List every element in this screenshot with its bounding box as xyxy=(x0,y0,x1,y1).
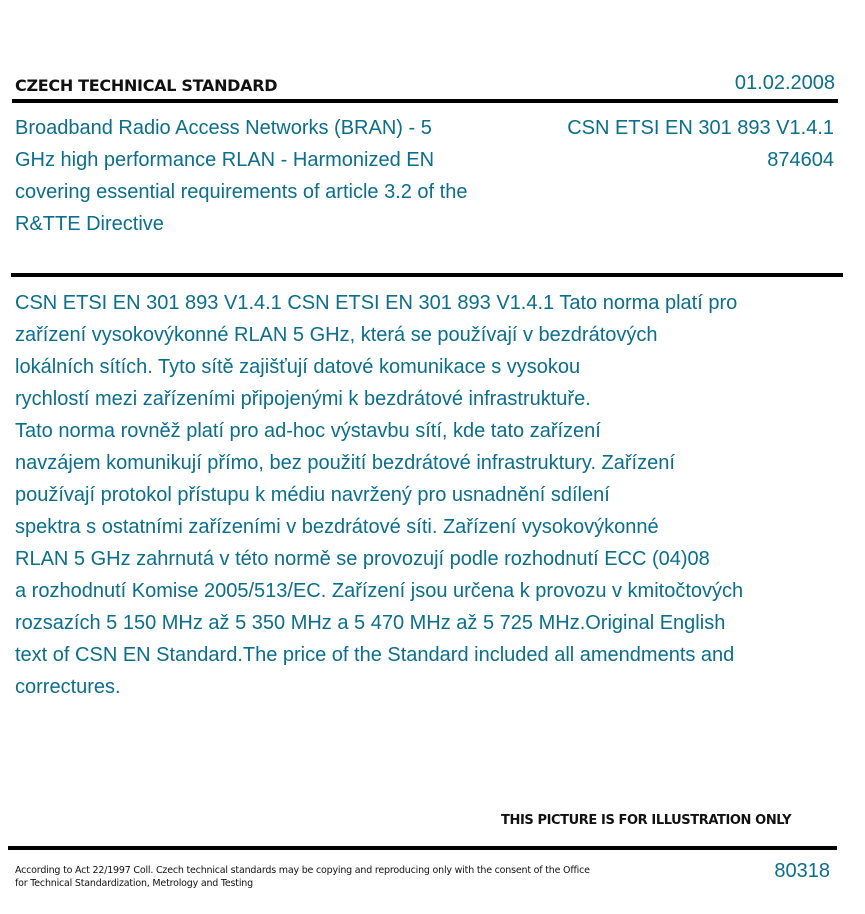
publication-date: 01.02.2008 xyxy=(734,72,835,94)
illustration-notice: THIS PICTURE IS FOR ILLUSTRATION ONLY xyxy=(501,813,792,828)
footer-number: 80318 xyxy=(774,860,830,882)
middle-divider xyxy=(11,273,843,277)
top-divider xyxy=(12,99,838,103)
bottom-divider xyxy=(8,846,837,850)
standard-title: Broadband Radio Access Networks (BRAN) - 5 GHz high performance RLAN - Harmonized EN covering essential requirements of article 3.2 of the R&TTE Directive xyxy=(15,117,468,235)
catalog-number: 874604 xyxy=(767,149,834,171)
standard-code: CSN ETSI EN 301 893 V1.4.1 xyxy=(567,117,834,139)
abstract-text: CSN ETSI EN 301 893 V1.4.1 CSN ETSI EN 301 893 V1.4.1 Tato norma platí pro zařízení vysokovýkonné RLAN 5 GHz, která se používají v bezdrátových lokálních sítích. Tyto sítě zajišťují datové komunikace s vysokou rychlostí mezi zařízeními připojenými k bezdrátové infrastruktuře. Tato norma rovněž platí pro ad-hoc výstavbu sítí, kde tato zařízení navzájem komunikují přímo, bez použití bezdrátové infrastruktury. Zařízení používají protokol přístupu k médiu navržený pro usnadnění sdílení spektra s ostatními zařízeními v bezdrátové síti. Zařízení vysokovýkonné RLAN 5 GHz zahrnutá v této normě se provozují podle rozhodnutí ECC (04)08 a rozhodnutí Komise 2005/513/EC. Zařízení jsou určena k provozu v kmitočtových rozsazích 5 150 MHz až 5 350 MHz a 5 470 MHz až 5 725 MHz.Original English text of CSN EN Standard.The price of the Standard included all amendments and correctures. xyxy=(15,292,744,698)
standard-header-label: CZECH TECHNICAL STANDARD xyxy=(15,76,278,95)
legal-footer: According to Act 22/1997 Coll. Czech technical standards may be copying and reproducing only with the consent of the Office for Technical Standardization, Metrology and Testing xyxy=(15,865,590,889)
standard-code-block xyxy=(567,112,834,176)
